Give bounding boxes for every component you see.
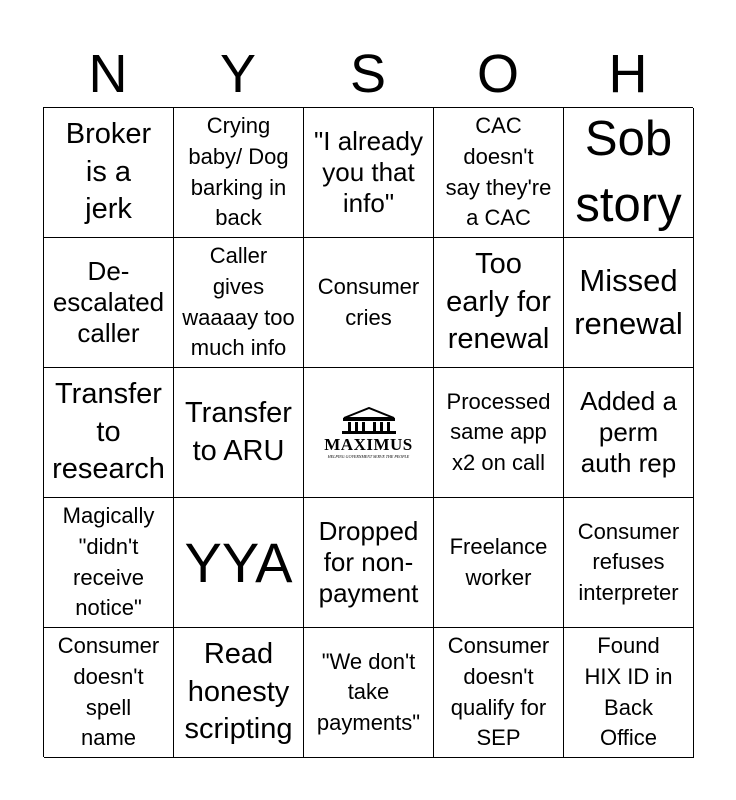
building-icon xyxy=(340,407,398,435)
bingo-header xyxy=(43,40,693,108)
cell-text: Processed same app x2 on call xyxy=(446,388,551,475)
bingo-cell[interactable] xyxy=(44,368,174,498)
cell-text: Too early for renewal xyxy=(446,248,551,356)
cell-text: Transfer to research xyxy=(52,378,165,486)
cell-text: Broker is a jerk xyxy=(65,118,152,226)
cell-text: Consumer doesn't qualify for SEP xyxy=(447,633,550,751)
bingo-cell[interactable] xyxy=(434,238,564,368)
bingo-cell[interactable] xyxy=(174,498,304,628)
bingo-cell[interactable] xyxy=(564,498,694,628)
cell-text: Dropped for non- payment xyxy=(318,515,419,609)
cell-text: Found HIX ID in Back Office xyxy=(584,633,673,751)
bingo-cell[interactable] xyxy=(44,498,174,628)
bingo-cell[interactable] xyxy=(44,108,174,238)
cell-text: "I already you that info" xyxy=(314,125,423,219)
bingo-cell[interactable] xyxy=(564,628,694,758)
cell-text: Read honesty scripting xyxy=(184,638,293,746)
logo-tagline: HELPING GOVERNMENT SERVE THE PEOPLE xyxy=(327,453,410,459)
bingo-cell[interactable] xyxy=(44,238,174,368)
cell-text: Missed renewal xyxy=(574,262,683,341)
cell-text: CAC doesn't say they're a CAC xyxy=(445,113,552,231)
bingo-cell[interactable] xyxy=(304,108,434,238)
logo-wordmark: MAXIMUS xyxy=(324,434,413,454)
cell-text: Consumer refuses interpreter xyxy=(577,518,680,605)
cell-text: Consumer cries xyxy=(317,273,420,330)
free-space-logo-cell[interactable] xyxy=(304,368,434,498)
bingo-cell[interactable] xyxy=(174,108,304,238)
header-letter-o: O xyxy=(476,44,519,104)
maximus-logo xyxy=(324,407,413,459)
cell-text: YYA xyxy=(184,530,293,594)
bingo-cell[interactable] xyxy=(434,368,564,498)
bingo-cell[interactable] xyxy=(44,628,174,758)
header-letter-n: N xyxy=(88,44,128,104)
bingo-cell[interactable] xyxy=(174,368,304,498)
cell-text: Magically "didn't receive notice" xyxy=(62,503,155,621)
bingo-cell[interactable] xyxy=(564,108,694,238)
bingo-cell[interactable] xyxy=(434,108,564,238)
bingo-cell[interactable] xyxy=(304,238,434,368)
cell-text: Freelance worker xyxy=(449,533,548,590)
header-letter-h: H xyxy=(608,44,648,104)
bingo-cell[interactable] xyxy=(564,368,694,498)
cell-text: Transfer to ARU xyxy=(185,397,292,467)
bingo-cell[interactable] xyxy=(304,628,434,758)
bingo-grid xyxy=(43,107,693,757)
bingo-cell[interactable] xyxy=(174,628,304,758)
cell-text: Sob story xyxy=(575,112,682,232)
header-letter-y: Y xyxy=(219,44,257,104)
header-letter-s: S xyxy=(349,44,387,104)
cell-text: "We don't take payments" xyxy=(316,648,421,735)
bingo-cell[interactable] xyxy=(304,498,434,628)
bingo-cell[interactable] xyxy=(434,628,564,758)
cell-text: Caller gives waaaay too much info xyxy=(182,243,295,361)
cell-text: Consumer doesn't spell name xyxy=(57,633,160,751)
cell-text: De- escalated caller xyxy=(52,255,165,349)
cell-text: Added a perm auth rep xyxy=(580,385,677,479)
cell-text: Crying baby/ Dog barking in back xyxy=(188,113,289,231)
bingo-cell[interactable] xyxy=(564,238,694,368)
bingo-cell[interactable] xyxy=(174,238,304,368)
bingo-cell[interactable] xyxy=(434,498,564,628)
